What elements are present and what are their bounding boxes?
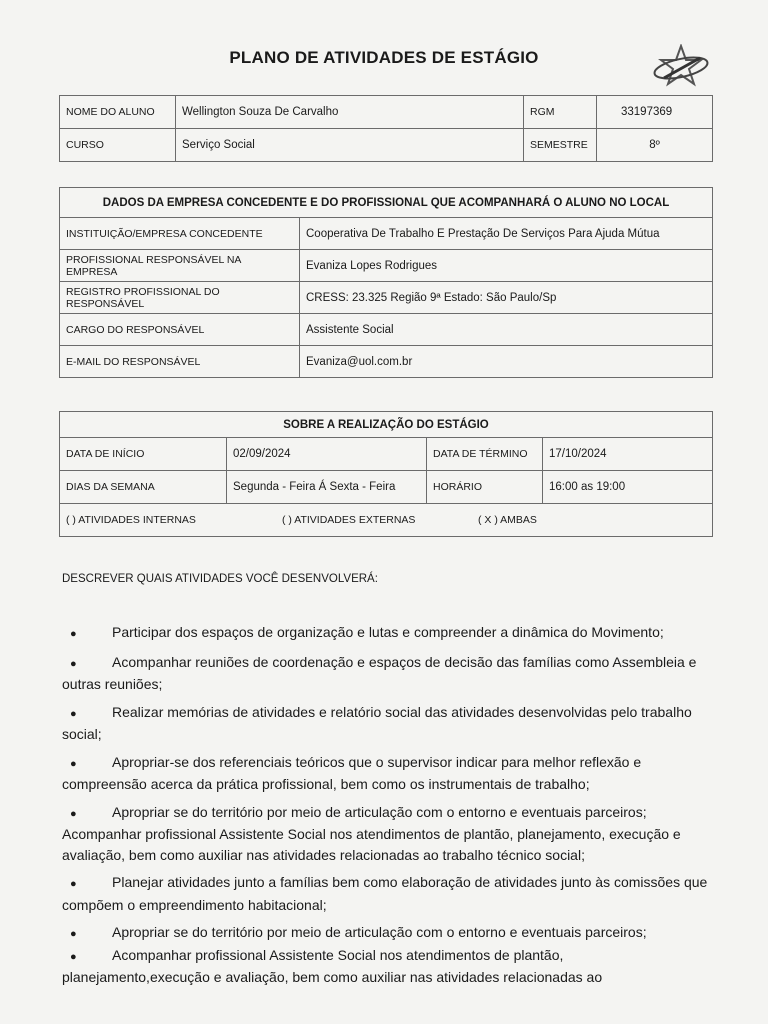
- schedule-value: 16:00 as 19:00: [543, 471, 713, 504]
- star-stamp-icon: [650, 44, 712, 88]
- page-title: PLANO DE ATIVIDADES DE ESTÁGIO: [229, 48, 539, 67]
- registration-value: CRESS: 23.325 Região 9ª Estado: São Paulo/Sp: [300, 282, 713, 314]
- email-label: E-MAIL DO RESPONSÁVEL: [60, 346, 300, 378]
- external-activities-option: ( ) ATIVIDADES EXTERNAS: [282, 514, 416, 526]
- responsible-label: PROFISSIONAL RESPONSÁVEL NA EMPRESA: [60, 250, 300, 282]
- role-value: Assistente Social: [300, 314, 713, 346]
- start-date-label: DATA DE INÍCIO: [60, 438, 227, 471]
- semester-label: SEMESTRE: [524, 129, 597, 162]
- internship-info-table: [59, 411, 713, 537]
- weekdays-value: Segunda - Feira Á Sexta - Feira: [227, 471, 427, 504]
- internal-activities-option: ( ) ATIVIDADES INTERNAS: [66, 514, 196, 526]
- company-name-value: Cooperativa De Trabalho E Prestação De Serviços Para Ajuda Mútua: [300, 218, 713, 250]
- end-date-value: 17/10/2024: [543, 438, 713, 471]
- bullet-icon: ●: [70, 628, 77, 640]
- semester-value: 8º: [597, 129, 713, 162]
- list-item: ● Planejar atividades junto a famílias bem como elaboração de atividades junto às comissões que compõem o empreendimento habitacional;: [62, 874, 708, 913]
- role-label: CARGO DO RESPONSÁVEL: [60, 314, 300, 346]
- company-section-header: DADOS DA EMPRESA CONCEDENTE E DO PROFISSIONAL QUE ACOMPANHARÁ O ALUNO NO LOCAL: [60, 188, 713, 218]
- bullet-icon: ●: [70, 757, 77, 770]
- bullet-icon: ●: [70, 707, 77, 720]
- rgm-value: 33197369: [597, 96, 713, 129]
- course-label: CURSO: [60, 129, 176, 162]
- company-name-label: INSTITUIÇÃO/EMPRESA CONCEDENTE: [60, 218, 300, 250]
- responsible-value: Evaniza Lopes Rodrigues: [300, 250, 713, 282]
- weekdays-label: DIAS DA SEMANA: [60, 471, 227, 504]
- list-item: ● Apropriar se do território por meio de articulação com o entorno e eventuais parceiros;: [62, 922, 712, 945]
- list-item: ● Acompanhar reuniões de coordenação e espaços de decisão das famílias como Assembleia e outras reuniões;: [62, 653, 697, 692]
- bullet-icon: ●: [70, 657, 77, 670]
- activities-heading: DESCREVER QUAIS ATIVIDADES VOCÊ DESENVOLVERÁ:: [62, 573, 378, 585]
- registration-label: REGISTRO PROFISSIONAL DO RESPONSÁVEL: [60, 282, 300, 314]
- list-item: ● Realizar memórias de atividades e relatório social das atividades desenvolvidas pelo trabalho social;: [62, 703, 692, 742]
- list-item: ● Apropriar se do território por meio de articulação com o entorno e eventuais parceiros; Acompanhar profissional Assistente Social nos atendimentos de plantão, planejamento, execução e avaliação, bem como auxiliar nas atividades relacionadas ao trabalho técnico social;: [62, 803, 681, 863]
- schedule-label: HORÁRIO: [427, 471, 543, 504]
- company-info-table: [59, 187, 713, 378]
- activities-list: [62, 622, 712, 995]
- bullet-icon: ●: [70, 950, 77, 963]
- bullet-icon: ●: [70, 928, 77, 940]
- end-date-label: DATA DE TÉRMINO: [427, 438, 543, 471]
- student-name-value: Wellington Souza De Carvalho: [176, 96, 524, 129]
- student-info-table: [59, 95, 713, 162]
- bullet-icon: ●: [70, 878, 77, 890]
- start-date-value: 02/09/2024: [227, 438, 427, 471]
- course-value: Serviço Social: [176, 129, 524, 162]
- email-value: Evaniza@uol.com.br: [300, 346, 713, 378]
- list-item: ● Acompanhar profissional Assistente Social nos atendimentos de plantão, planejamento,execução e avaliação, bem como auxiliar nas atividades relacionadas ao: [62, 946, 603, 985]
- list-item: ● Participar dos espaços de organização e lutas e compreender a dinâmica do Movimento;: [62, 622, 712, 645]
- bullet-icon: ●: [70, 807, 77, 820]
- internship-section-header: SOBRE A REALIZAÇÃO DO ESTÁGIO: [60, 412, 713, 438]
- rgm-label: RGM: [524, 96, 597, 129]
- student-name-label: NOME DO ALUNO: [60, 96, 176, 129]
- both-activities-option: ( X ) AMBAS: [478, 514, 537, 526]
- list-item: ● Apropriar-se dos referenciais teóricos que o supervisor indicar para melhor reflexão e compreensão acerca da prática profissional, bem como os instrumentais de trabalho;: [62, 753, 642, 792]
